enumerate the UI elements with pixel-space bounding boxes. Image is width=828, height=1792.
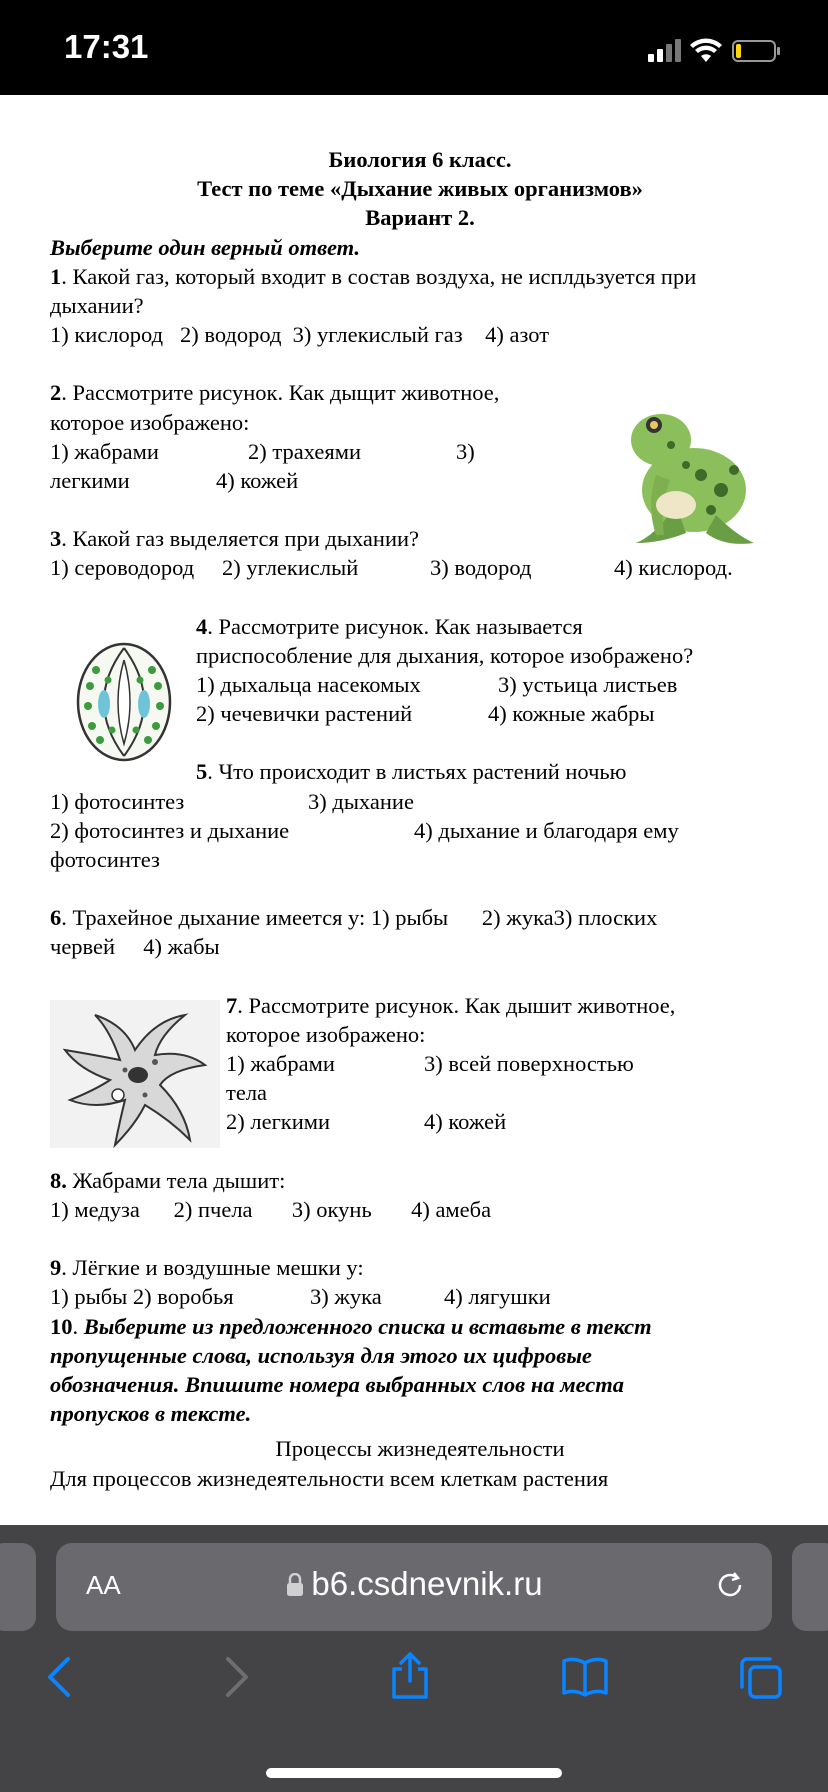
question-7-options-1b: тела [226, 1080, 268, 1106]
question-9: 9. Лёгкие и воздушные мешки у: [50, 1255, 364, 1281]
question-5-options-1: 1) фотосинтез 3) дыхание [50, 788, 414, 814]
home-indicator[interactable] [266, 1768, 562, 1778]
question-7-options-1: 1) жабрами 3) всей поверхностью [226, 1051, 634, 1077]
question-5-options-3: фотосинтез [50, 847, 160, 873]
question-8: 8. Жабрами тела дышит: [50, 1167, 286, 1193]
question-8-options: 1) медуза 2) пчела 3) окунь 4) амеба [50, 1196, 492, 1222]
web-page[interactable] [0, 95, 828, 1525]
status-icons [648, 36, 788, 71]
title-subject: Биология 6 класс. [328, 147, 512, 172]
question-7-cont: которое изображено: [226, 1021, 426, 1047]
back-icon[interactable] [42, 1655, 78, 1704]
instruction: Выберите один верный ответ. [50, 234, 361, 260]
question-7: 7. Рассмотрите рисунок. Как дышит животное, [226, 992, 676, 1018]
question-6-cont: червей 4) жабы [50, 934, 220, 960]
question-2-cont: которое изображено: [50, 409, 250, 435]
status-bar [0, 0, 828, 95]
share-icon[interactable] [388, 1651, 432, 1704]
frog-image [616, 395, 766, 562]
question-4: 4. Рассмотрите рисунок. Как называется [196, 613, 583, 639]
question-10-l3: обозначения. Впишите номера выбранных слов на места [50, 1371, 625, 1397]
browser-bottom-bar [0, 1525, 828, 1792]
battery-icon [733, 41, 780, 61]
question-5: 5. Что происходит в листьях растений ночью [196, 759, 627, 785]
url-display[interactable] [56, 1565, 772, 1603]
question-6: 6. Трахейное дыхание имеется у: 1) рыбы 2) жука3) плоских [50, 905, 658, 931]
stoma-image [72, 640, 176, 771]
question-4-options-1: 1) дыхальца насекомых 3) устьица листьев [196, 672, 678, 698]
section-subtitle: Процессы жизнедеятельности [275, 1436, 565, 1462]
title-variant: Вариант 2. [365, 205, 475, 231]
tabs-icon[interactable] [738, 1655, 784, 1706]
wifi-icon [690, 39, 722, 62]
next-tab-preview[interactable] [792, 1543, 828, 1631]
url-text: b6.csdnevnik.ru [311, 1565, 543, 1602]
status-time: 17:31 [64, 28, 149, 65]
question-1-options: 1) кислород 2) водород 3) углекислый газ 4) азот [50, 322, 550, 348]
title-topic: Тест по теме «Дыхание живых организмов» [197, 176, 643, 202]
question-10-l4: пропусков в тексте. [50, 1401, 252, 1427]
bookmarks-icon[interactable] [560, 1655, 610, 1704]
question-4-cont: приспособление для дыхания, которое изображено? [196, 642, 694, 668]
lock-icon [285, 1573, 305, 1597]
question-2-options: 1) жабрами 2) трахеями 3) [50, 438, 475, 464]
question-5-options-2: 2) фотосинтез и дыхание 4) дыхание и благодаря ему [50, 817, 679, 843]
test-document [50, 145, 790, 1493]
question-4-options-2: 2) чечевички растений 4) кожные жабры [196, 701, 655, 727]
forward-icon[interactable] [218, 1655, 254, 1704]
question-3-options: 1) сероводород 2) углекислый 3) водород 4) кислород. [50, 555, 733, 581]
reload-icon[interactable] [712, 1567, 748, 1608]
address-bar[interactable] [56, 1543, 772, 1631]
question-9-options: 1) рыбы 2) воробья 3) жука 4) лягушки [50, 1284, 551, 1310]
previous-tab-preview[interactable] [0, 1543, 36, 1631]
question-1: 1. Какой газ, который входит в состав воздуха, не исплдьзуется при дыхании? [50, 263, 697, 319]
question-2-options-2: легкими 4) кожей [50, 468, 299, 494]
section-text: Для процессов жизнедеятельности всем клеткам растения [50, 1465, 609, 1491]
cellular-signal-icon [648, 39, 681, 62]
reader-settings-button[interactable]: AA [86, 1570, 121, 1600]
question-3: 3. Какой газ выделяется при дыхании? [50, 526, 420, 552]
question-10-l2: пропущенные слова, используя для этого их цифровые [50, 1342, 592, 1368]
question-2: 2. Рассмотрите рисунок. Как дыщит животное, [50, 380, 500, 406]
question-7-options-2: 2) легкими 4) кожей [226, 1109, 507, 1135]
amoeba-image [50, 1000, 220, 1155]
question-10: 10. Выберите из предложенного списка и вставьте в текст [50, 1313, 652, 1339]
